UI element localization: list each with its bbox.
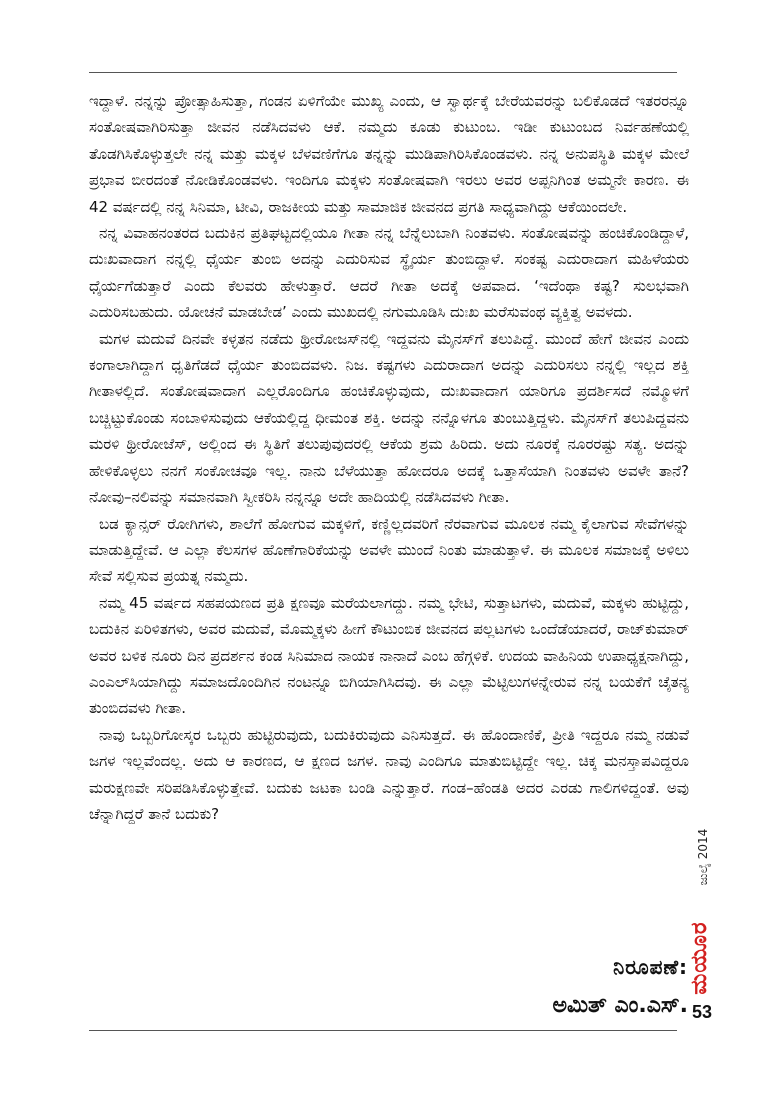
credit-label: ನಿರೂಪಣೆ: xyxy=(613,955,688,979)
magazine-footer-strip xyxy=(688,813,718,1013)
article-paragraph: ಇದ್ದಾಳೆ. ನನ್ನನ್ನು ಪ್ರೋತ್ಸಾಹಿಸುತ್ತಾ, ಗಂಡನ ಏಳಿಗೆಯೇ ಮುಖ್ಯ ಎಂದು, ಆ ಸ್ವಾರ್ಥಕ್ಕೆ ಬೇರೆಯವರನ್ನು ಬಲಿಕೊಡದೆ ಇತರರನ್ನೂ ಸಂತೋಷವಾಗಿರಿಸುತ್ತಾ ಜೀವನ ನಡೆಸಿದವಳು ಆಕೆ. ನಮ್ಮದು ಕೂಡು ಕುಟುಂಬ. ಇಡೀ ಕುಟುಂಬದ ನಿರ್ವಹಣೆಯಲ್ಲಿ ತೊಡಗಿಸಿಕೊಳ್ಳುತ್ತಲೇ ನನ್ನ ಮತ್ತು ಮಕ್ಕಳ ಬೆಳವಣಿಗೆಗೂ ತನ್ನನ್ನು ಮುಡಿಪಾಗಿರಿಸಿಕೊಂಡವಳು. ನನ್ನ ಅನುಪಸ್ಥಿತಿ ಮಕ್ಕಳ ಮೇಲೆ ಪ್ರಭಾವ ಬೀರದಂತೆ ನೋಡಿಕೊಂಡವಳು. ಇಂದಿಗೂ ಮಕ್ಕಳು ಸಂತೋಷವಾಗಿ ಇರಲು ಅವರ ಅಪ್ಪನಿಗಿಂತ ಅಮ್ಮನೇ ಕಾರಣ. ಈ 42 ವರ್ಷದಲ್ಲಿ ನನ್ನ ಸಿನಿಮಾ, ಟೀವಿ, ರಾಜಕೀಯ ಮತ್ತು ಸಾಮಾಜಿಕ ಜೀವನದ ಪ್ರಗತಿ ಸಾಧ್ಯವಾಗಿದ್ದು ಆಕೆಯಿಂದಲೇ. xyxy=(89,92,689,216)
top-rule xyxy=(89,72,677,73)
bottom-rule xyxy=(89,1030,677,1031)
article-paragraph: ಬಡ ಕ್ಯಾನ್ಸರ್ ರೋಗಿಗಳು, ಶಾಲೆಗೆ ಹೋಗುವ ಮಕ್ಕಳಿಗೆ, ಕಣ್ಣಿಲ್ಲದವರಿಗೆ ನೆರವಾಗುವ ಮೂಲಕ ನಮ್ಮ ಕೈಲಾಗುವ ಸೇವೆಗಳನ್ನು ಮಾಡುತ್ತಿದ್ದೇವೆ. ಆ ಎಲ್ಲಾ ಕೆಲಸಗಳ ಹೊಣೆಗಾರಿಕೆಯನ್ನು ಅವಳೇ ಮುಂದೆ ನಿಂತು ಮಾಡುತ್ತಾಳೆ. ಈ ಮೂಲಕ ಸಮಾಜಕ್ಕೆ ಅಳಿಲು ಸೇವೆ ಸಲ್ಲಿಸುವ ಪ್ರಯತ್ನ ನಮ್ಮದು. xyxy=(89,514,689,586)
article-paragraph: ನಾವು ಒಬ್ಬರಿಗೋಸ್ಕರ ಒಬ್ಬರು ಹುಟ್ಟಿರುವುದು, ಬದುಕಿರುವುದು ಎನಿಸುತ್ತದೆ. ಈ ಹೊಂದಾಣಿಕೆ, ಪ್ರೀತಿ ಇದ್ದರೂ ನಮ್ಮ ನಡುವೆ ಜಗಳ ಇಲ್ಲವೆಂದಲ್ಲ. ಅದು ಆ ಕಾರಣದ, ಆ ಕ್ಷಣದ ಜಗಳ. ನಾವು ಎಂದಿಗೂ ಮಾತುಬಿಟ್ಟಿದ್ದೇ ಇಲ್ಲ. ಚಿಕ್ಕ ಮನಸ್ತಾಪವಿದ್ದರೂ ಮರುಕ್ಷಣವೇ ಸರಿಪಡಿಸಿಕೊಳ್ಳುತ್ತೇವೆ. ಬದುಕು ಜಟಕಾ ಬಂಡಿ ಎನ್ನುತ್ತಾರೆ. ಗಂಡ–ಹೆಂಡತಿ ಅದರ ಎರಡು ಗಾಲಿಗಳಿದ್ದಂತೆ. ಅವು ಚೆನ್ನಾಗಿದ್ದರೆ ತಾನೆ ಬದುಕು? xyxy=(89,725,689,823)
article-paragraph: ಮಗಳ ಮದುವೆ ದಿನವೇ ಕಳ್ಳತನ ನಡೆದು ಥ್ರೀರೋಜಸ್‌ನಲ್ಲಿ ಇದ್ದವನು ಮೈನಸ್‌ಗೆ ತಲುಪಿದ್ದೆ. ಮುಂದೆ ಹೇಗೆ ಜೀವನ ಎಂದು ಕಂಗಾಲಾಗಿದ್ದಾಗ ಧೃತಿಗೆಡದೆ ಧೈರ್ಯ ತುಂಬಿದವಳು. ನಿಜ. ಕಷ್ಟಗಳು ಎದುರಾದಾಗ ಅದನ್ನು ಎದುರಿಸಲು ನನ್ನಲ್ಲಿ ಇಲ್ಲದ ಶಕ್ತಿ ಗೀತಾಳಲ್ಲಿದೆ. ಸಂತೋಷವಾದಾಗ ಎಲ್ಲರೊಂದಿಗೂ ಹಂಚಿಕೊಳ್ಳುವುದು, ದುಃಖವಾದಾಗ ಯಾರಿಗೂ ಪ್ರದರ್ಶಿಸದೆ ನಮ್ಮೊಳಗೆ ಬಚ್ಚಿಟ್ಟುಕೊಂಡು ಸಂಬಾಳಿಸುವುದು ಆಕೆಯಲ್ಲಿದ್ದ ಧೀಮಂತ ಶಕ್ತಿ. ಅದನ್ನು ನನ್ನೊಳಗೂ ತುಂಬುತ್ತಿದ್ದಳು. ಮೈನಸ್‌ಗೆ ತಲುಪಿದ್ದವನು ಮರಳಿ ಥ್ರೀರೋಜೆಸ್‌, ಅಲ್ಲಿಂದ ಈ ಸ್ಥಿತಿಗೆ ತಲುಪುವುದರಲ್ಲಿ ಆಕೆಯ ಶ್ರಮ ಹಿರಿದು. ಅದು ನೂರಕ್ಕೆ ನೂರರಷ್ಟು ಸತ್ಯ. ಅದನ್ನು ಹೇಳಿಕೊಳ್ಳಲು ನನಗೆ ಸಂಕೋಚವೂ ಇಲ್ಲ. ನಾನು ಬೆಳೆಯುತ್ತಾ ಹೋದರೂ ಅದಕ್ಕೆ ಒತ್ತಾಸೆಯಾಗಿ ನಿಂತವಳು ಅವಳೇ ತಾನೆ? ನೋವು–ನಲಿವನ್ನು ಸಮಾನವಾಗಿ ಸ್ವೀಕರಿಸಿ ನನ್ನನ್ನೂ ಅದೇ ಹಾದಿಯಲ್ಲಿ ನಡೆಸಿದವಳು ಗೀತಾ. xyxy=(89,329,689,507)
issue-date: ಜುಲೈ 2014 xyxy=(696,828,710,886)
article-paragraph: ನಮ್ಮ 45 ವರ್ಷದ ಸಹಪಯಣದ ಪ್ರತಿ ಕ್ಷಣವೂ ಮರೆಯಲಾಗದ್ದು. ನಮ್ಮ ಭೇಟಿ, ಸುತ್ತಾಟಗಳು, ಮದುವೆ, ಮಕ್ಕಳು ಹುಟ್ಟಿದ್ದು, ಬದುಕಿನ ಏರಿಳಿತಗಳು, ಅವರ ಮದುವೆ, ಮೊಮ್ಮಕ್ಕಳು ಹೀಗೆ ಕೌಟುಂಬಿಕ ಜೀವನದ ಪಲ್ಲಟಗಳು ಒಂದೆಡೆಯಾದರೆ, ರಾಜ್‌ಕುಮಾರ್ ಅವರ ಬಳಿಕ ನೂರು ದಿನ ಪ್ರದರ್ಶನ ಕಂಡ ಸಿನಿಮಾದ ನಾಯಕ ನಾನಾದೆ ಎಂಬ ಹೆಗ್ಗಳಿಕೆ. ಉದಯ ವಾಹಿನಿಯ ಉಪಾಧ್ಯಕ್ಷನಾಗಿದ್ದು, ಎಂಎಲ್‌ಸಿಯಾಗಿದ್ದು ಸಮಾಜದೊಂದಿಗಿನ ನಂಟನ್ನೂ ಬಿಗಿಯಾಗಿಸಿದವು. ಈ ಎಲ್ಲಾ ಮೆಟ್ಟಿಲುಗಳನ್ನೇರುವ ನನ್ನ ಬಯಕೆಗೆ ಚೈತನ್ಯ ತುಂಬಿದವಳು ಗೀತಾ. xyxy=(89,593,689,718)
page-number: 53 xyxy=(692,1002,713,1022)
article-paragraph: ನನ್ನ ವಿವಾಹನಂತರದ ಬದುಕಿನ ಪ್ರತಿಘಟ್ಟದಲ್ಲಿಯೂ ಗೀತಾ ನನ್ನ ಬೆನ್ನೆಲುಬಾಗಿ ನಿಂತವಳು. ಸಂತೋಷವನ್ನು ಹಂಚಿಕೊಂಡಿದ್ದಾಳೆ, ದುಃಖವಾದಾಗ ನನ್ನಲ್ಲಿ ಧೈರ್ಯ ತುಂಬಿ ಅದನ್ನು ಎದುರಿಸುವ ಸ್ಥೈರ್ಯ ತುಂಬಿದ್ದಾಳೆ. ಸಂಕಷ್ಟ ಎದುರಾದಾಗ ಮಹಿಳೆಯರು ಧೈರ್ಯಗೆಡುತ್ತಾರೆ ಎಂದು ಕೆಲವರು ಹೇಳುತ್ತಾರೆ. ಆದರೆ ಗೀತಾ ಅದಕ್ಕೆ ಅಪವಾದ. ‘ಇದೆಂಥಾ ಕಷ್ಟ? ಸುಲಭವಾಗಿ ಎದುರಿಸಬಹುದು. ಯೋಚನೆ ಮಾಡಬೇಡ’ ಎಂದು ಮುಖದಲ್ಲಿ ನಗುಮೂಡಿಸಿ ದುಃಖ ಮರೆಸುವಂಥ ವ್ಯಕ್ತಿತ್ವ ಅವಳದು. xyxy=(89,224,689,322)
magazine-logo: ಮಯೂರ xyxy=(687,921,712,995)
author-name: ಅಮಿತ್ ಎಂ.ಎಸ್. xyxy=(552,993,688,1018)
article-body xyxy=(89,88,689,827)
